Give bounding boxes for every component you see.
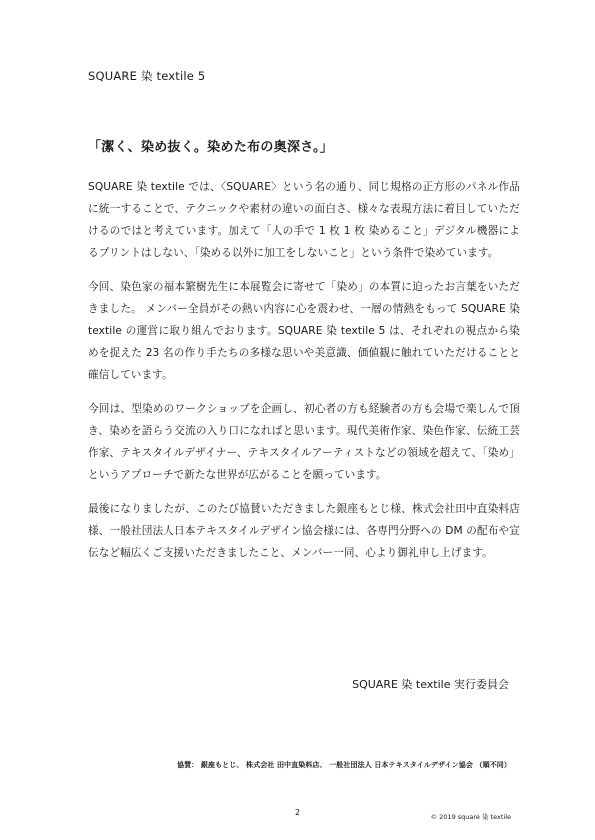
paragraph-intro: SQUARE 染 textile では、〈SQUARE〉という名の通り、同じ規格の正方形のパネル作品に統一することで、テクニックや素材の違いの面白さ、様々な表現方法に着目していただけるのではと考えています。加えて「人の手で 1 枚 1 枚 染めること」デジタル機器によるプリントはしない、「染める以外に加工をしないこと」という条件で染めています。 — [88, 181, 520, 259]
headline: 「潔く、染め抜く。染めた布の奥深さ。」 — [88, 140, 334, 155]
copyright: © 2019 square 染 textile — [430, 813, 511, 821]
page-number: 2 — [294, 808, 301, 817]
paragraph-workshop: 今回は、型染めのワークショップを企画し、初心者の方も経験者の方も会場で楽しんで頂き、染めを語らう交流の入り口になればと思います。現代美術作家、染色作家、伝統工芸作家、テキスタイルデザイナー、テキスタイルアーティストなどの領域を超えて、「染め」というアプローチで新たな世界が広がることを願っています。 — [88, 403, 520, 481]
paragraph-thanks: 最後になりましたが、このたび協賛いただきました銀座もとじ様、株式会社田中直染料店様、一般社団法人日本テキスタイルデザイン協会様には、各専門分野への DM の配布や宣伝など幅広くご支援いただきましたこと、メンバー一同、心より御礼申し上げます。 — [88, 503, 520, 559]
body-text — [88, 176, 520, 576]
signature: SQUARE 染 textile 実行委員会 — [352, 678, 509, 691]
sponsor-credits: 協賛： 銀座もとじ、 株式会社 田中直染料店、 一般社団法人 日本テキスタイルデザイン協会 （順不同） — [177, 761, 511, 769]
paragraph-message: 今回、染色家の福本繁樹先生に本展覧会に寄せて「染め」の本質に迫ったお言葉をいただきました。 メンバー全員がその熱い内容に心を震わせ、一層の情熱をもって SQUARE 染 textile の運営に取り組んでおります。SQUARE 染 textile 5 は、それぞれの視点から染めを捉えた 23 名の作り手たちの多様な思いや美意識、価値観に触れていただけることと確信しています。 — [88, 281, 520, 381]
header-title: SQUARE 染 textile 5 — [88, 69, 206, 83]
